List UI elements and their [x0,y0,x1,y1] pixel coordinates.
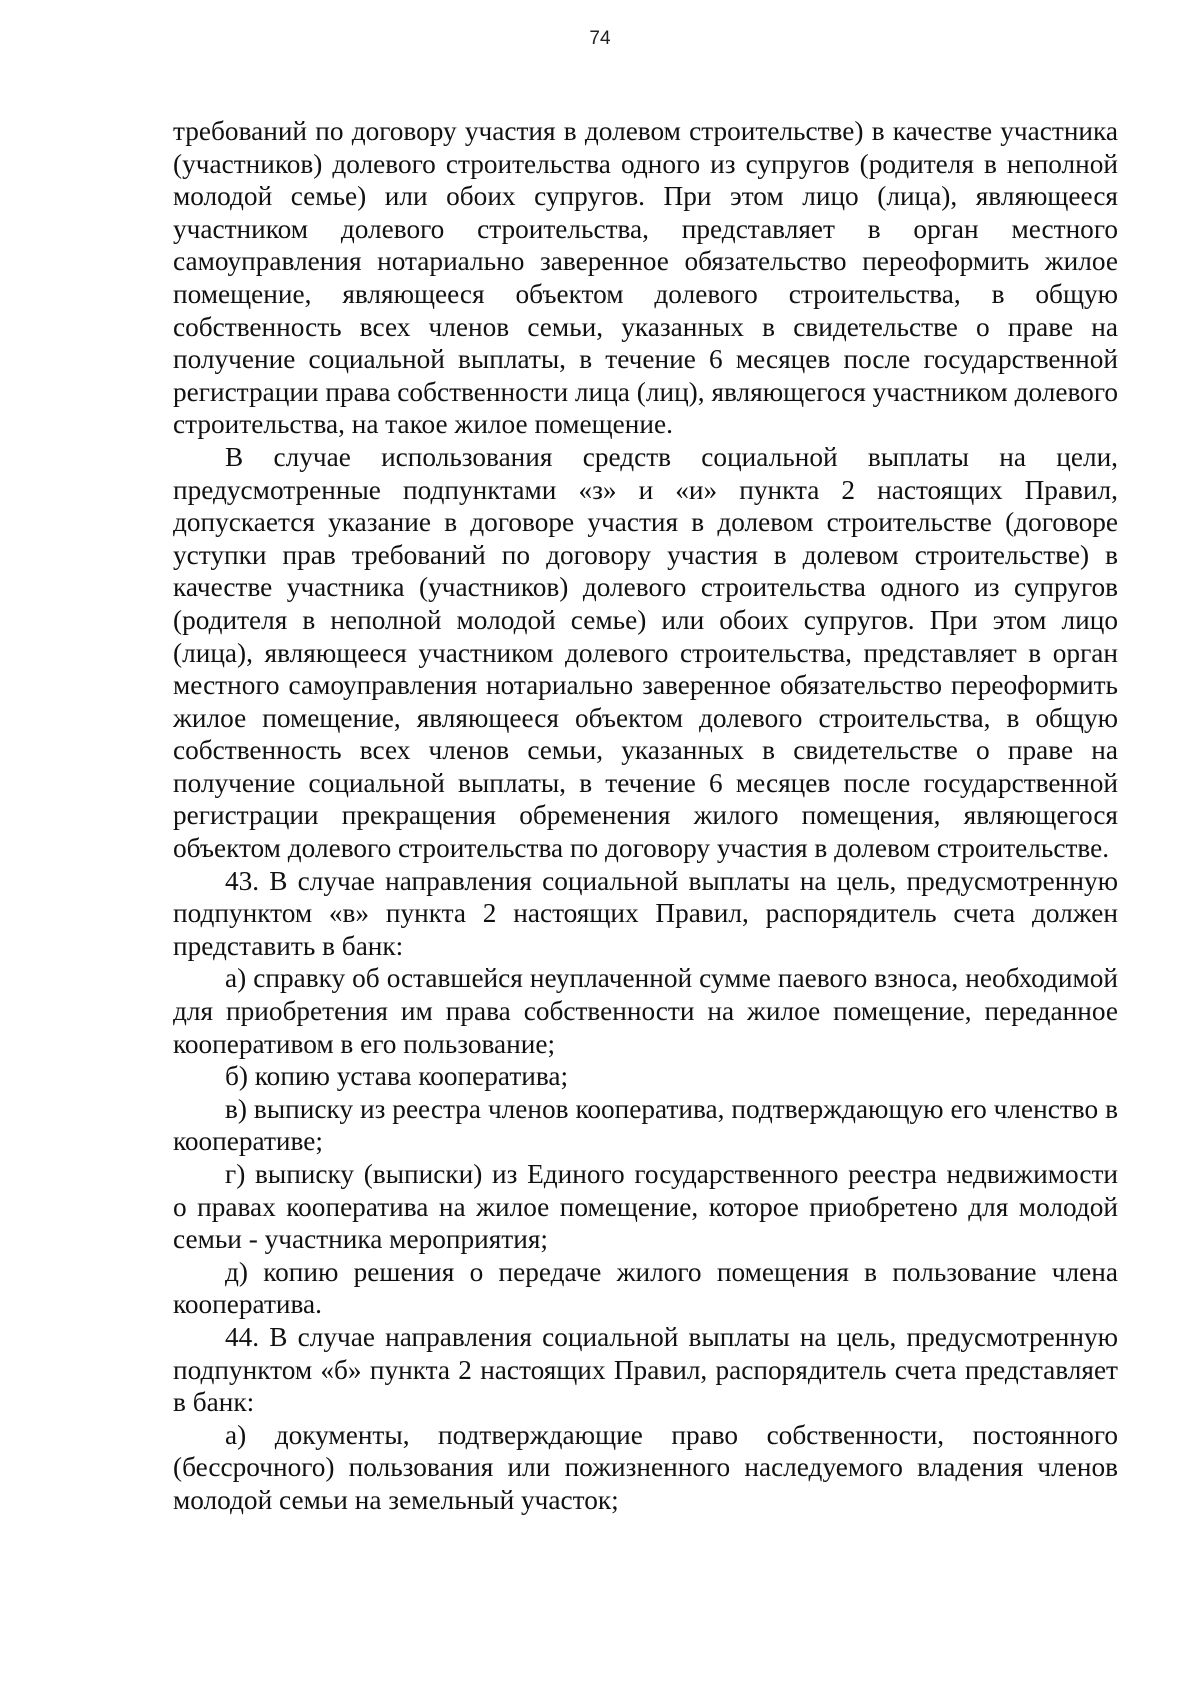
clause-44: 44. В случае направления социальной выплаты на цель, предусмотренную подпунктом «б» пункта 2 настоящих Правил, распорядитель счета представляет в банк: [173,1321,1118,1418]
document-body [173,115,1118,1517]
page-number: 74 [589,28,611,49]
clause-43-item-a: а) справку об оставшейся неуплаченной сумме паевого взноса, необходимой для приобретения им права собственности на жилое помещение, переданное кооперативом в его пользование; [173,963,1118,1059]
clause-43-item-b: б) копию устава кооператива; [225,1061,569,1092]
clause-43: 43. В случае направления социальной выплаты на цель, предусмотренную подпунктом «в» пункта 2 настоящих Правил, распорядитель счета должен представить в банк: [173,865,1118,961]
clause-43-item-d: д) копию решения о передаче жилого помещения в пользование члена кооператива. [173,1256,1118,1320]
clause-43-item-g: г) выписку (выписки) из Единого государственного реестра недвижимости о правах кооператива на жилое помещение, которое приобретено для молодой семьи - участника мероприятия; [173,1159,1118,1255]
paragraph-continuation: требований по договору участия в долевом строительстве) в качестве участника (участников) долевого строительства одного из супругов (родителя в неполной молодой семье) или обоих супругов. При этом лицо (лица), являющееся участником долевого строительства, представляет в орган местного самоуправления нотариально заверенное обязательство переоформить жилое помещение, являющееся объектом долевого строительства, в общую собственность всех членов семьи, указанных в свидетельстве о праве на получение социальной выплаты, в течение 6 месяцев после государственной регистрации права собственности лица (лиц), являющегося участником долевого строительства, на такое жилое помещение. [173,116,1118,440]
clause-43-item-v: в) выписку из реестра членов кооператива, подтверждающую его членство в кооперативе; [173,1093,1118,1157]
paragraph-shared-construction: В случае использования средств социальной выплаты на цели, предусмотренные подпунктами «з» и «и» пункта 2 настоящих Правил, допускается указание в договоре участия в долевом строительстве (договоре уступки прав требований по договору участия в долевом строительстве) в качестве участника (участников) долевого строительства одного из супругов (родителя в неполной молодой семье) или обоих супругов. При этом лицо (лица), являющееся участником долевого строительства, представляет в орган местного самоуправления нотариально заверенное обязательство переоформить жилое помещение, являющееся объектом долевого строительства, в общую собственность всех членов семьи, указанных в свидетельстве о праве на получение социальной выплаты, в течение 6 месяцев после государственной регистрации прекращения обременения жилого помещения, являющегося объектом долевого строительства по договору участия в долевом строительстве. [173,441,1118,864]
clause-44-item-a: а) документы, подтверждающие право собственности, постоянного (бессрочного) пользования или пожизненного наследуемого владения членов молодой семьи на земельный участок; [173,1419,1118,1515]
